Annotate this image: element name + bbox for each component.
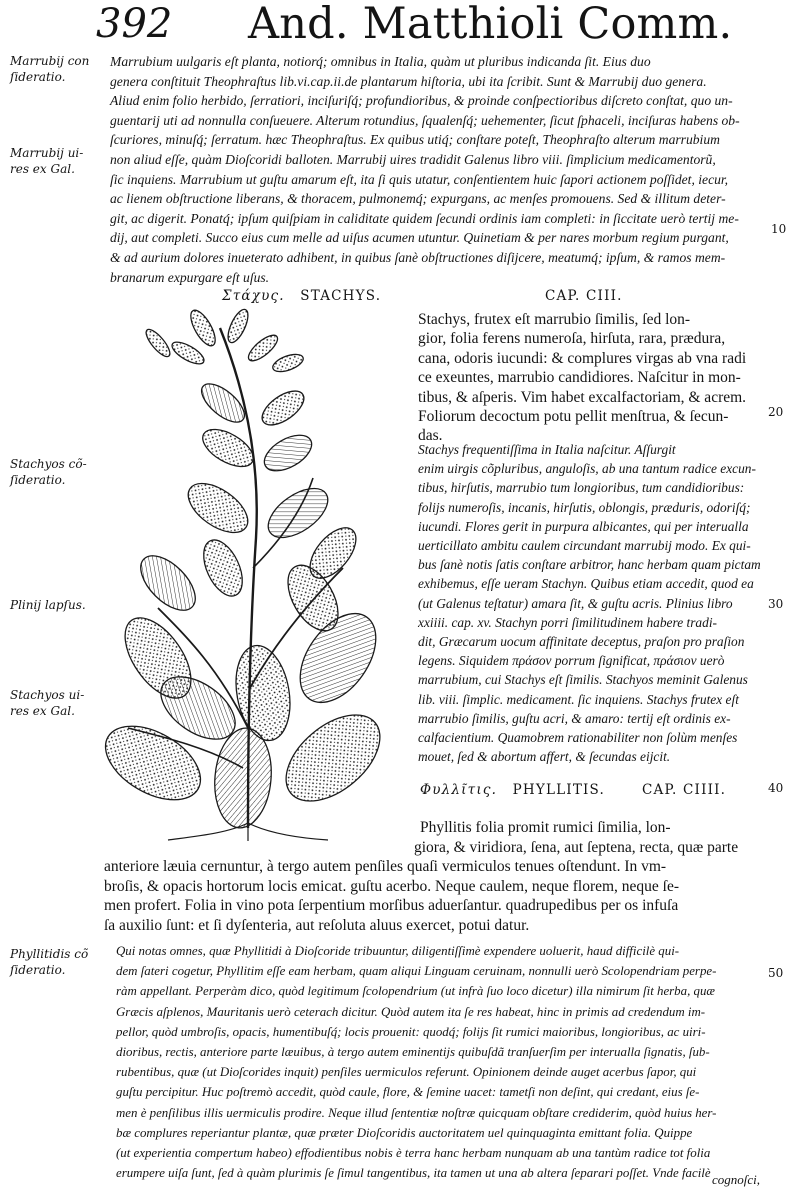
- line-number-30: 30: [768, 597, 784, 611]
- phyllitis-chapter: CAP. CIIII.: [642, 782, 727, 798]
- stachys-plant-illustration: [98, 308, 398, 843]
- phyllitis-heading-latin: PHYLLITIS.: [512, 782, 606, 798]
- phyllitis-commentary: Qui notas omnes, quæ Phyllitidi à Dioſcoride tribuuntur, diligentiſſimè expendere uoluerit, haud difficilè qui- dem ſateri cogetur, Phyllitim eſſe eam herbam, quam aliqui Linguam ceruinam, nonnulli uerò Scolopendriam perpe- ràm appellant. Perperàm dico, quòd legitimum ſcolopendrium (ut infrà ſuo loco dicetur) illa nimirum ſit herba, quæ Græcis aſplenos, Mauritanis uerò ceterach dicitur. Quòd autem ita ſe res habeat, hinc in primis ad credendum im- pellor, quòd umbroſis, opacis, humentibuſq́; locis prouenit: quodq́; folijs ſit rumici maioribus, longioribus, ac uiri- dioribus, rectis, anteriore parte læuibus, à tergo autem eminentijs quibuſdã tranſuerſim per interualla ſignatis, ſub- rubentibus, quæ (ut Dioſcorides inquit) penſiles uermiculos referunt. Opinionem deinde auget acerbus ſapor, qui guſtu percipitur. Huc poſtremò accedit, quòd caule, flore, & ſemine uacet: tametſi non deſint, qui credant, eius ſe- men è penſilibus illis uermiculis prodire. Neque illud ſententiæ noſtræ quicquam obſtare crediderim, quòd huius her- bæ complures reperiantur plantæ, quæ præter Dioſcoridis auctoritatem uel quinquaginta emittant folia. Quippe (ut experientia compertum habeo) effodientibus nobis è terra hanc herbam nunquam ab una tantùm radice tot folia erumpere uiſa ſunt, ſed à quàm plurimis ſe ſimul tangentibus, ita tamen ut una ab altera ſeparari poſſet. Vnde facilè: [116, 944, 717, 1181]
- stachys-description: Stachys, frutex eſt marrubio ſimilis, ſed lon- gior, folia ferens numeroſa, hirſuta, rara, prædura, cana, odoris iucundi: & complures virgas ab vna radi ce exeuntes, marrubio candidiores. Naſcitur in mon- tibus, & aſperis. Vim habet excalfactoriam, & acrem. Foliorum decoctum potu pellit menſtrua, & ſecun- das.: [418, 311, 747, 445]
- stachys-commentary: Stachys frequentiſſima in Italia naſcitur. Aſſurgit enim uirgis cõpluribus, anguloſis, ab una tantum radice excun- tibus, hirſutis, marrubio tum longioribus, tum candidioribus: folijs numeroſis, incanis, hirſutis, oblongis, præduris, odoriſq́; iucundi. Flores gerit in purpura albicantes, qui per interualla uerticillato ambitu caulem circundant marrubij modo. Ex qui- bus ſanè notis ſatis conſtare arbitror, hanc herbam quam pictam exhibemus, eſſe ueram Stachyn. Quibus etiam accedit, quod ea (ut Galenus teſtatur) amara ſit, & guſtu acris. Plinius libro xxiiii. cap. xv. Stachyn porri ſimilitudinem habere tradi- dit, Græcarum uocum affinitate deceptus, praſon pro praſion legens. Siquidem πράσον porrum ſignificat, πράσιον uerò marrubium, cui Stachys eſt ſimilis. Stachyos meminit Galenus lib. viii. ſimplic. medicament. ſic inquiens. Stachys frutex eſt marrubio ſimilis, guſtu acri, & amaro: tertij eſt ordinis ex- calfacientium. Quamobrem rationabiliter non ſolùm menſes mouet, ſed & abortum affert, & ſecundas eijcit.: [418, 442, 761, 765]
- line-number-40: 40: [768, 781, 784, 795]
- margin-note-plinii-lapsus: Plinij lapſus.: [10, 598, 86, 612]
- phyllitis-description: Phyllitis folia promit rumici ſimilia, lon- giora, & viridiora, ſena, aut ſeptena, recta, quæ parte anteriore læuia cernuntur, à tergo autem penſiles quaſi vermiculos tenues oſtendunt. In vm- broſis, & opacis hortorum locis emicat. guſtu acerbo. Neque caulem, neque florem, neque ſe- men profert. Folia in vino pota ſerpentium morſibus aduerſantur. quadrupedibus per os infuſa ſa auxilio ſunt: et ſi dyſenteria, aut reſoluta aluus exercet, potui datur.: [104, 819, 739, 934]
- margin-note-marrubii-consideratio: Marrubij con ſideratio.: [10, 54, 90, 84]
- line-number-10: 10: [771, 222, 787, 236]
- stachys-heading-latin: STACHYS.: [300, 288, 382, 304]
- stachys-heading-greek: Στάχυς.: [222, 288, 285, 304]
- line-number-50: 50: [768, 966, 784, 980]
- line-number-20: 20: [768, 405, 784, 419]
- page-number: 392: [96, 1, 173, 47]
- margin-note-stachyos-vires: Stachyos ui- res ex Gal.: [10, 688, 85, 718]
- stachys-heading: [222, 288, 381, 304]
- marrubium-commentary: Marrubium uulgaris eſt planta, notiorq́; omnibus in Italia, quàm ut pluribus indicanda ſit. Eius duo genera conſtituit Theophraſtus lib.vi.cap.ii.de plantarum hiſtoria, ubi ita ſcribit. Sunt & Marrubij duo genera. Aliud enim folio herbido, ſerratiori, inciſuriſq́; profundioribus, & proinde conſpectioribus diſcreto conſtat, quo un- guentarij uti ad nonnulla conſueuere. Alterum rotundius, ſqualenſq́; uehementer, ſicut ſphaceli, inciſuras habens ob- ſcuriores, minuſq́; ſerratum. hæc Theophraſtus. Ex quibus utiq́; conſtare poteſt, Theophraſto alterum marrubium non aliud eſſe, quàm Dioſcoridi balloten. Marrubij uires tradidit Galenus libro viii. ſimplicium medicamentorũ, ſic inquiens. Marrubium ut guſtu amarum eſt, ita ſi quis utatur, conſentientem huic ſapori actionem poſſidet, iecur, ac lienem obſtructione liberans, & thoracem, pulmonemq́; expurgans, ac menſes promouens. Sed & illitum deter- git, ac digerit. Ponatq́; ipſum quiſpiam in caliditate quidem ſecundi ordinis iam completi: in ſiccitate uerò tertij me- dij, aut completi. Succo eius cum melle ad uiſus acumen utuntur. Quinetiam & per nares morbum regium purgant, & ad aurium dolores inueterato adhibent, in quibus ſanè obſtructiones diſijcere, meatumq́; ipſum, & ramos mem- branarum expurgare eſt uſus.: [110, 54, 740, 285]
- running-title: And. Matthioli Comm.: [248, 0, 733, 49]
- phyllitis-heading-greek: Φυλλῖτις.: [420, 782, 498, 798]
- margin-note-stachyos-consideratio: Stachyos cõ- ſideratio.: [10, 457, 87, 487]
- catchword: cognoſci,: [712, 1172, 761, 1187]
- margin-note-phyllitidis-consideratio: Phyllitidis cõ ſideratio.: [10, 947, 89, 977]
- stachys-chapter: CAP. CIII.: [545, 288, 623, 304]
- phyllitis-heading: [420, 782, 605, 798]
- margin-note-marrubii-vires: Marrubij ui- res ex Gal.: [10, 146, 84, 176]
